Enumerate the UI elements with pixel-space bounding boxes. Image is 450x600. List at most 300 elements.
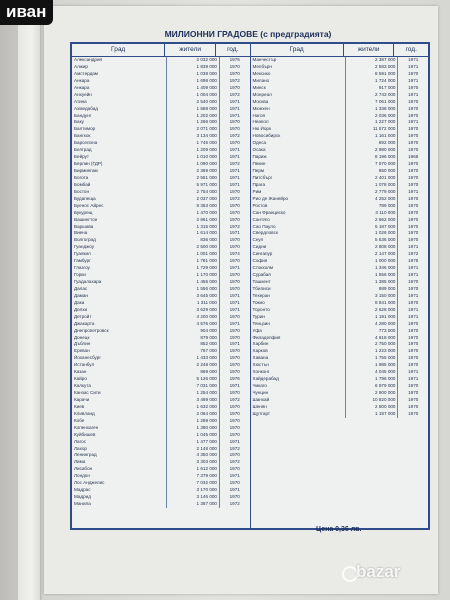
city-population: 869 000 [167, 369, 220, 376]
city-name: Хайдерабад [251, 376, 346, 383]
city-name: Бостон [72, 189, 167, 196]
table-row [72, 244, 250, 251]
city-name: Дъблин [72, 341, 167, 348]
table-row [72, 279, 250, 286]
city-population: 1 380 000 [167, 425, 220, 432]
table-row [72, 335, 250, 342]
census-year: 1971 [229, 174, 240, 180]
city-name: Шенян [251, 404, 346, 411]
table-row [72, 383, 250, 390]
city-name: Кобе [72, 418, 167, 425]
city-name: Перм [251, 168, 346, 175]
census-year: 1970 [229, 244, 240, 250]
table-row [72, 418, 250, 425]
city-name: Гуаякил [72, 251, 167, 258]
city-name: Чунцин [251, 390, 346, 397]
city-name: Лос Анджелис [72, 480, 167, 487]
city-name: Йоханесбург [72, 355, 167, 362]
census-year: 1971 [229, 154, 240, 160]
census-year: 1970 [229, 348, 240, 354]
census-year: 1972 [229, 133, 240, 139]
census-year: 1970 [229, 410, 240, 416]
city-population: 3 303 000 [167, 459, 220, 466]
census-year: 1970 [408, 133, 419, 139]
city-name: Лагос [72, 439, 167, 446]
census-year: 1970 [408, 112, 419, 118]
city-name: Новосибирск [251, 133, 346, 140]
city-name: Филаделфия [251, 335, 346, 342]
census-year: 1970 [408, 70, 419, 76]
city-name: Далас [72, 286, 167, 293]
city-name: Осака [251, 147, 346, 154]
city-name: Пекин [251, 161, 346, 168]
city-population: 8 196 000 [346, 154, 399, 161]
watermark-text: bazar [356, 562, 401, 581]
header-population: жители [165, 44, 216, 56]
city-name: Гамбург [72, 258, 167, 265]
table-row [72, 265, 250, 272]
city-name: Чикаго [251, 383, 346, 390]
census-year: 1970 [229, 327, 240, 333]
city-population: 1 254 000 [167, 390, 220, 397]
table-row [72, 314, 250, 321]
city-population: 1 433 000 [167, 355, 220, 362]
city-population: 773 000 [346, 328, 399, 335]
table-row [72, 321, 250, 328]
city-name: Неапол [251, 119, 346, 126]
table-row [251, 411, 429, 418]
city-name: Куйбишев [72, 432, 167, 439]
city-population: 4 252 000 [346, 196, 399, 203]
city-name: Волгоград [72, 237, 167, 244]
census-year: 1971 [229, 112, 240, 118]
city-name: Рим [251, 189, 346, 196]
city-name: Уфа [251, 328, 346, 335]
census-year: 1970 [229, 237, 240, 243]
table-row [72, 355, 250, 362]
city-name: Сеул [251, 237, 346, 244]
city-population: 7 031 000 [167, 383, 220, 390]
table-row [251, 57, 429, 64]
census-year: 1970 [408, 383, 419, 389]
census-year: 1972 [408, 251, 419, 257]
table-row [72, 328, 250, 335]
census-year: 1970 [408, 223, 419, 229]
city-population: 2 071 000 [167, 126, 220, 133]
city-population: 1 839 000 [167, 64, 220, 71]
city-population: 1 745 000 [167, 140, 220, 147]
table-row [251, 237, 429, 244]
table-row [72, 126, 250, 133]
city-population: 2 148 000 [167, 446, 220, 453]
table-row [251, 341, 429, 348]
census-year: 1970 [408, 334, 419, 340]
city-population: 2 750 000 [346, 341, 399, 348]
city-name: Горки [72, 272, 167, 279]
city-population: 852 000 [167, 341, 220, 348]
census-year: 1976 [229, 376, 240, 382]
city-population: 1 338 000 [346, 106, 399, 113]
table-row [251, 92, 429, 99]
table-row [72, 425, 250, 432]
table-row [72, 480, 250, 487]
city-name: Мексико [251, 71, 346, 78]
census-year: 1970 [408, 320, 419, 326]
census-year: 1970 [408, 396, 419, 402]
table-row [72, 293, 250, 300]
city-name: Сао Пауло [251, 224, 346, 231]
city-name: Лахор [72, 446, 167, 453]
table-row [72, 258, 250, 265]
census-year: 1972 [229, 195, 240, 201]
table-row [251, 203, 429, 210]
city-population: 1 556 000 [346, 272, 399, 279]
city-population: 850 000 [346, 168, 399, 175]
city-population: 1 004 000 [167, 92, 220, 99]
census-year: 1971 [408, 77, 419, 83]
city-name: Ереван [72, 348, 167, 355]
census-year: 1970 [408, 230, 419, 236]
census-year: 1970 [408, 341, 419, 347]
city-population: 5 187 000 [346, 224, 399, 231]
city-name: Гуанджоу [72, 244, 167, 251]
city-population: 1 698 000 [167, 78, 220, 85]
city-name: Буенос Айрес [72, 203, 167, 210]
table-row [251, 161, 429, 168]
city-population: 1 346 000 [346, 265, 399, 272]
table-row [251, 244, 429, 251]
city-population: 5 536 000 [346, 237, 399, 244]
census-year: 1971 [229, 320, 240, 326]
city-population: 1 045 000 [167, 432, 220, 439]
city-name: Белград [72, 147, 167, 154]
city-population: 1 227 000 [346, 119, 399, 126]
city-name: Дака [72, 300, 167, 307]
city-population: 3 134 000 [167, 133, 220, 140]
census-year: 1970 [229, 188, 240, 194]
census-year: 1971 [408, 244, 419, 250]
census-year: 1970 [229, 431, 240, 437]
city-name: Глазгоу [72, 265, 167, 272]
census-year: 1970 [408, 181, 419, 187]
census-year: 1970 [408, 126, 419, 132]
city-name: Торонто [251, 307, 346, 314]
city-name: Одеса [251, 140, 346, 147]
table-row [72, 182, 250, 189]
city-name: Берлин (ГДР) [72, 161, 167, 168]
census-year: 1970 [229, 390, 240, 395]
million-cities-table [70, 42, 430, 530]
table-row [251, 286, 429, 293]
city-population: 5 971 000 [167, 182, 220, 189]
census-year: 1971 [408, 119, 419, 125]
census-year: 1974 [229, 251, 240, 257]
table-row [251, 258, 429, 265]
city-name: Манила [72, 501, 167, 508]
census-year: 1970 [408, 202, 419, 208]
table-header [251, 44, 429, 57]
city-population: 2 248 000 [167, 362, 220, 369]
header-year: год. [405, 46, 417, 53]
table-title: МИЛИОННИ ГРАДОВЕ (с предградията) [164, 29, 332, 39]
table-row [72, 99, 250, 106]
city-population: 11 572 000 [346, 126, 399, 133]
header-city: Град [251, 44, 344, 56]
city-name: Атина [72, 99, 167, 106]
city-population: 1 796 000 [346, 376, 399, 383]
city-name: Карачи [72, 397, 167, 404]
table-row [72, 161, 250, 168]
table-rows-left [72, 57, 250, 528]
table-row [251, 348, 429, 355]
city-population: 1 729 000 [167, 265, 220, 272]
city-population: 8 841 000 [346, 300, 399, 307]
city-name: Анхуейн [72, 92, 167, 99]
city-name: Ростов [251, 203, 346, 210]
city-name: Минск [251, 85, 346, 92]
city-population: 2 147 000 [346, 251, 399, 258]
table-row [251, 140, 429, 147]
city-population: 7 061 000 [346, 99, 399, 106]
city-population: 1 090 000 [167, 161, 220, 168]
city-name: Варшава [72, 224, 167, 231]
city-population: 4 350 000 [167, 452, 220, 459]
city-name: Истанбул [72, 362, 167, 369]
city-population: 836 000 [167, 237, 220, 244]
census-year: 1970 [229, 272, 240, 278]
table-row [251, 307, 429, 314]
city-population: 2 754 000 [167, 189, 220, 196]
city-name: Сан Франциско [251, 210, 346, 217]
city-name: Мадрас [72, 487, 167, 494]
city-name: Тянцзин [251, 321, 346, 328]
census-year: 1970 [229, 466, 240, 472]
census-year: 1971 [408, 188, 419, 194]
city-name: Бейрут [72, 154, 167, 161]
city-population: 2 628 000 [346, 307, 399, 314]
table-row [251, 279, 429, 286]
table-header [72, 44, 250, 57]
census-year: 1970 [229, 369, 240, 375]
city-population: 2 779 000 [346, 189, 399, 196]
census-year: 1970 [408, 105, 419, 111]
table-row [72, 217, 250, 224]
city-name: София [251, 258, 346, 265]
census-year: 1970 [408, 195, 419, 201]
table-row [251, 397, 429, 404]
price-label: Цена 0,36 лв. [316, 526, 362, 533]
table-row [72, 119, 250, 126]
city-population: 892 000 [346, 140, 399, 147]
city-name: Сурабая [251, 272, 346, 279]
city-population: 917 000 [346, 85, 399, 92]
city-name: Джакарта [72, 321, 167, 328]
city-name: Будапеща [72, 196, 167, 203]
city-name: Донецк [72, 335, 167, 342]
city-name: Париж [251, 154, 346, 161]
city-name: Лима [72, 459, 167, 466]
city-population: 1 161 000 [346, 133, 399, 140]
city-population: 1 315 000 [167, 224, 220, 231]
city-population: 1 223 000 [346, 348, 399, 355]
city-name: Букурещ [72, 210, 167, 217]
table-row [72, 390, 250, 397]
city-name: Виена [72, 230, 167, 237]
table-row [251, 404, 429, 411]
city-name: Казан [72, 369, 167, 376]
table-row [72, 411, 250, 418]
seller-badge: иван [0, 0, 53, 25]
census-year: 1971 [229, 98, 240, 104]
census-year: 1970 [229, 84, 240, 90]
table-row [251, 106, 429, 113]
city-population: 8 591 000 [346, 71, 399, 78]
city-population: 1 001 000 [167, 251, 220, 258]
census-year: 1970 [229, 494, 240, 500]
census-year: 1970 [229, 417, 240, 423]
city-population: 4 045 000 [346, 369, 399, 376]
city-population: 1 289 000 [167, 418, 220, 425]
city-name: Бангкок [72, 133, 167, 140]
city-population: 7 570 000 [346, 161, 399, 168]
city-name: Кливланд [72, 411, 167, 418]
city-population: 10 820 000 [346, 397, 399, 404]
city-name: Рио де Жанейро [251, 196, 346, 203]
city-name: Амстердам [72, 71, 167, 78]
census-year: 1971 [229, 181, 240, 187]
city-name: Харков [251, 348, 346, 355]
census-year: 1971 [229, 105, 240, 111]
table-row [72, 154, 250, 161]
city-name: Днепропетровск [72, 328, 167, 335]
census-year: 1970 [408, 174, 419, 180]
city-name: Техеран [251, 293, 346, 300]
city-name: Питсбърг [251, 175, 346, 182]
table-row [251, 376, 429, 383]
table-row [72, 446, 250, 453]
census-year: 1970 [229, 258, 240, 264]
city-population: 1 455 000 [167, 279, 220, 286]
city-name: Бандунг [72, 113, 167, 120]
city-name: Москва [251, 99, 346, 106]
city-population: 1 588 000 [167, 106, 220, 113]
city-population: 1 612 000 [167, 466, 220, 473]
table-row [72, 473, 250, 480]
city-population: 1 266 000 [167, 119, 220, 126]
census-year: 1972 [229, 91, 240, 97]
table-row [251, 168, 429, 175]
table-row [72, 57, 250, 64]
table-row [72, 251, 250, 258]
census-year: 1971 [408, 313, 419, 319]
census-year: 1971 [229, 438, 240, 444]
city-population: 789 000 [346, 203, 399, 210]
table-row [251, 126, 429, 133]
table-row [72, 362, 250, 369]
table-row [72, 272, 250, 279]
census-year: 1970 [408, 410, 419, 416]
header-population: жители [344, 44, 395, 56]
census-year: 1972 [229, 445, 240, 451]
census-year: 1970 [408, 403, 419, 409]
table-row [72, 307, 250, 314]
city-name: Баку [72, 119, 167, 126]
city-population: 1 010 000 [167, 154, 220, 161]
table-row [251, 314, 429, 321]
city-name: Мюнхен [251, 106, 346, 113]
city-name: Ахмедабад [72, 106, 167, 113]
city-population: 3 110 000 [346, 210, 399, 217]
census-year: 1972 [229, 459, 240, 465]
census-year: 1970 [408, 84, 419, 90]
table-row [251, 99, 429, 106]
table-row [251, 335, 429, 342]
city-name: Тбилиси [251, 286, 346, 293]
table-row [72, 376, 250, 383]
city-name: Мелбърн [251, 64, 346, 71]
census-year: 1970 [229, 424, 240, 430]
city-population: 4 200 000 [167, 314, 220, 321]
table-row [72, 439, 250, 446]
table-row [72, 92, 250, 99]
census-year: 1971 [408, 376, 419, 382]
table-row [251, 175, 429, 182]
census-year: 1971 [229, 168, 240, 173]
city-population: 1 311 000 [167, 300, 220, 307]
census-year: 1972 [229, 77, 240, 83]
city-name: Милано [251, 78, 346, 85]
table-row [251, 119, 429, 126]
table-row [251, 272, 429, 279]
city-name: Анкара [72, 78, 167, 85]
table-row [72, 501, 250, 508]
city-population: 3 170 000 [167, 487, 220, 494]
city-population: 2 064 000 [167, 411, 220, 418]
census-year: 1970 [408, 147, 419, 153]
census-year: 1970 [229, 334, 240, 340]
census-year: 1971 [408, 265, 419, 271]
table-row [251, 182, 429, 189]
city-name: Харбин [251, 341, 346, 348]
table-row [72, 85, 250, 92]
booklet-spine [18, 0, 40, 600]
city-name: Ню Йорк [251, 126, 346, 133]
city-population: 1 781 000 [167, 258, 220, 265]
city-name: Турин [251, 314, 346, 321]
city-population: 1 191 000 [346, 314, 399, 321]
city-name: Ленинград [72, 452, 167, 459]
census-year: 1971 [229, 341, 240, 347]
city-population: 2 662 000 [346, 217, 399, 224]
table-row [72, 300, 250, 307]
census-year: 1970 [229, 285, 240, 291]
city-name: Александрия [72, 57, 167, 64]
city-population: 1 632 000 [167, 404, 220, 411]
table-row [72, 189, 250, 196]
census-year: 1970 [229, 209, 240, 215]
table-row [251, 383, 429, 390]
city-name: Барселона [72, 140, 167, 147]
census-year: 1970 [229, 403, 240, 409]
census-year: 1971 [408, 292, 419, 298]
census-year: 1970 [408, 168, 419, 173]
census-year: 1970 [229, 126, 240, 132]
table-row [72, 286, 250, 293]
city-population: 2 037 000 [167, 196, 220, 203]
city-population: 7 032 000 [167, 480, 220, 487]
city-name: Даман [72, 293, 167, 300]
city-name: Бирмингам [72, 168, 167, 175]
